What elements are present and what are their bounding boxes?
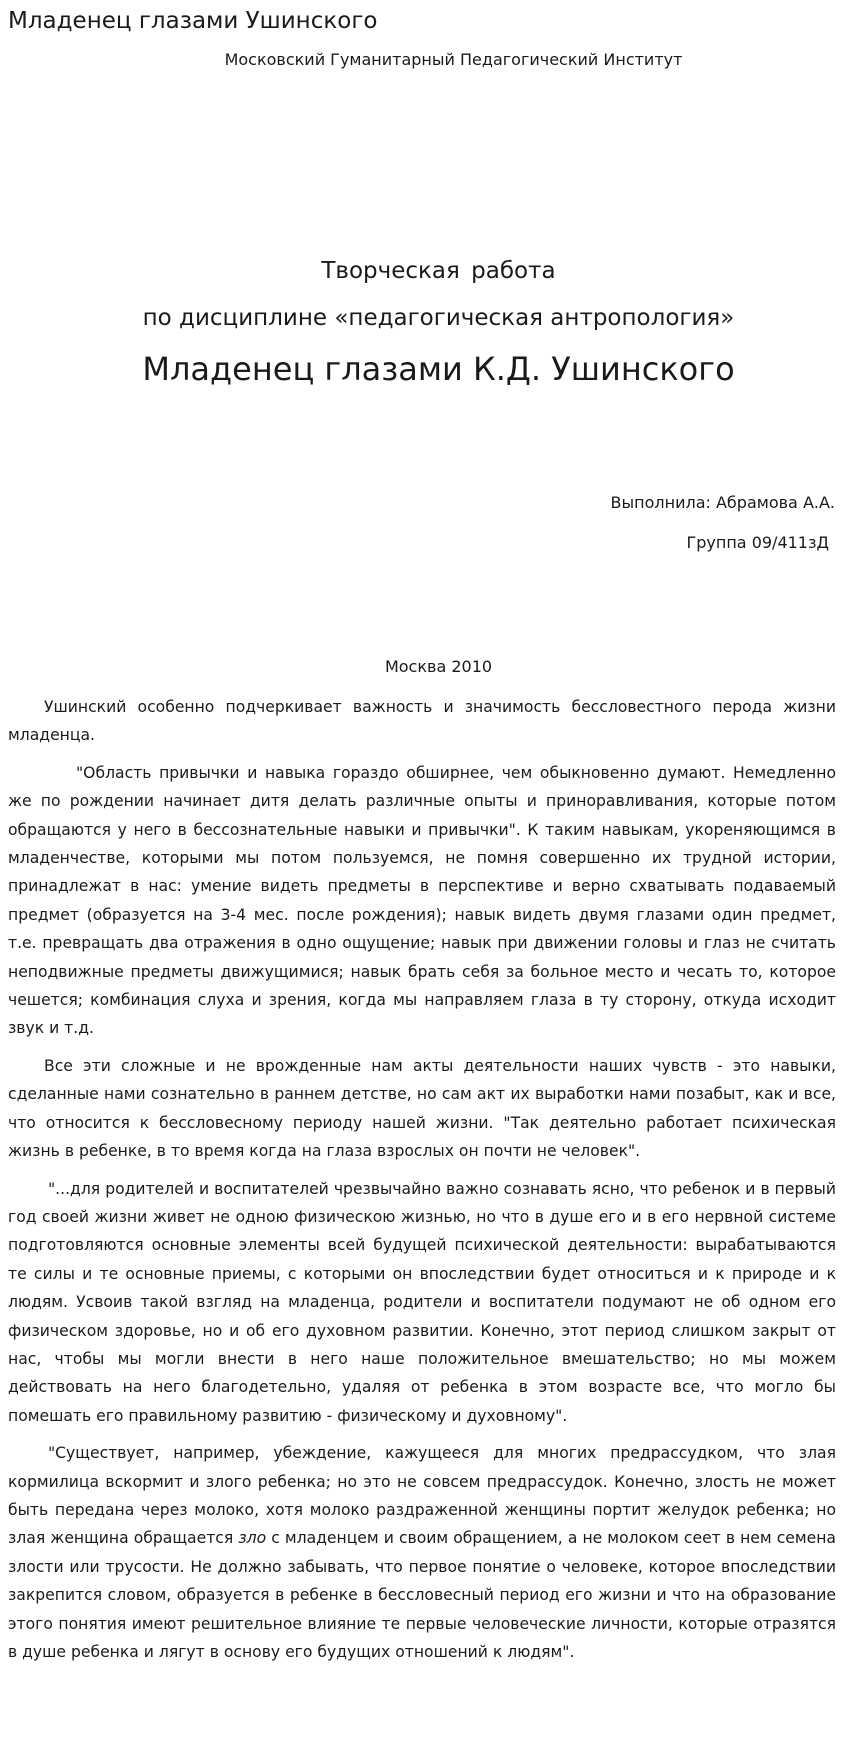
page-header-title: Младенец глазами Ушинского — [8, 8, 378, 34]
institute-name: Московский Гуманитарный Педагогический Институт — [224, 50, 683, 69]
paragraph-2: "Область привычки и навыка гораздо обширнее, чем обыкновенно думают. Немедленно же по рождении начинает дитя делать различные опыты и приноравливания, которые потом обращаются у него в бессознательные навыки и привычки". К таким навыкам, укореняющимся в младенчестве, которыми мы потом пользуемся, не помня совершенно их трудной истории, принадлежат в нас: умение видеть предметы в перспективе и верно схватывать подаваемый предмет (образуется на 3-4 мес. после рождения); навык видеть двумя глазами один предмет, т.е. превращать два отражения в одно ощущение; навык при движении головы и глаз не считать неподвижные предметы движущимися; навык брать себя за больное место и чесать то, которое чешется; комбинация слуха и зрения, когда мы направляем глаза в ту сторону, откуда исходит звук и т.д. — [8, 763, 836, 1038]
paragraph-5-part-2: с младенцем и своим обращением, а не молоком сеет в нем семена злости или трусости. Не должно забывать, что первое понятие о человеке, которое впоследствии закрепится словом, образуется в ребенке в бессловесный период его жизни и что на образование этого понятия имеют решительное влияние те первые человеческие личности, которые отразятся в душе ребенка и лягут в основу его будущих отношений к людям". — [8, 1529, 836, 1661]
paragraph-5-italic: зло — [238, 1529, 267, 1548]
paragraph-5-part-1: "Существует, например, убеждение, кажущееся для многих предрассудком, что злая кормилица вскормит и злого ребенка; но это не совсем предрассудок. Конечно, злость не может быть передана через молоко, хотя молоко раздраженной женщины портит желудок ребенка; но злая женщина обращается — [8, 1444, 836, 1548]
discipline: по дисциплине «педагогическая антропология» — [142, 305, 735, 331]
paragraph-1: Ушинский особенно подчеркивает важность и значимость бессловестного перода жизни младенца. — [8, 698, 836, 745]
body-text — [8, 693, 836, 1675]
city-year: Москва 2010 — [384, 657, 493, 676]
group-line: Группа 09/411зД — [686, 533, 829, 552]
author-line: Выполнила: Абрамова А.А. — [610, 493, 835, 512]
paragraph-4: "...для родителей и воспитателей чрезвычайно важно сознавать ясно, что ребенок и в первый год своей жизни живет не одною физическою жизнью, но что в душе его и в его нервной системе подготовляются основные элементы всей будущей психической деятельности: вырабатываются те силы и те основные приемы, с которыми он впоследствии будет относиться и к природе и к людям. Усвоив такой взгляд на младенца, родители и воспитатели подумают не об одном его физическом здоровье, но и об его духовном развитии. Конечно, этот период слишком закрыт от нас, чтобы мы могли внести в него наше положительное вмешательство; но мы можем действовать на него благодетельно, удаляя от ребенка в этом возрасте все, что могло бы помешать его правильному развитию - физическому и духовному". — [8, 1179, 836, 1425]
paragraph-3: Все эти сложные и не врожденные нам акты деятельности наших чувств - это навыки, сделанные нами сознательно в раннем детстве, но сам акт их выработки нами позабыт, как и все, что относится к бессловесному периоду нашей жизни. "Так деятельно работает психическая жизнь в ребенке, в то время когда на глаза взрослых он почти не человек". — [8, 1056, 836, 1161]
work-type: Творческая работа — [321, 258, 556, 284]
document-title: Младенец глазами К.Д. Ушинского — [142, 350, 735, 388]
paragraph-5 — [8, 1439, 836, 1666]
